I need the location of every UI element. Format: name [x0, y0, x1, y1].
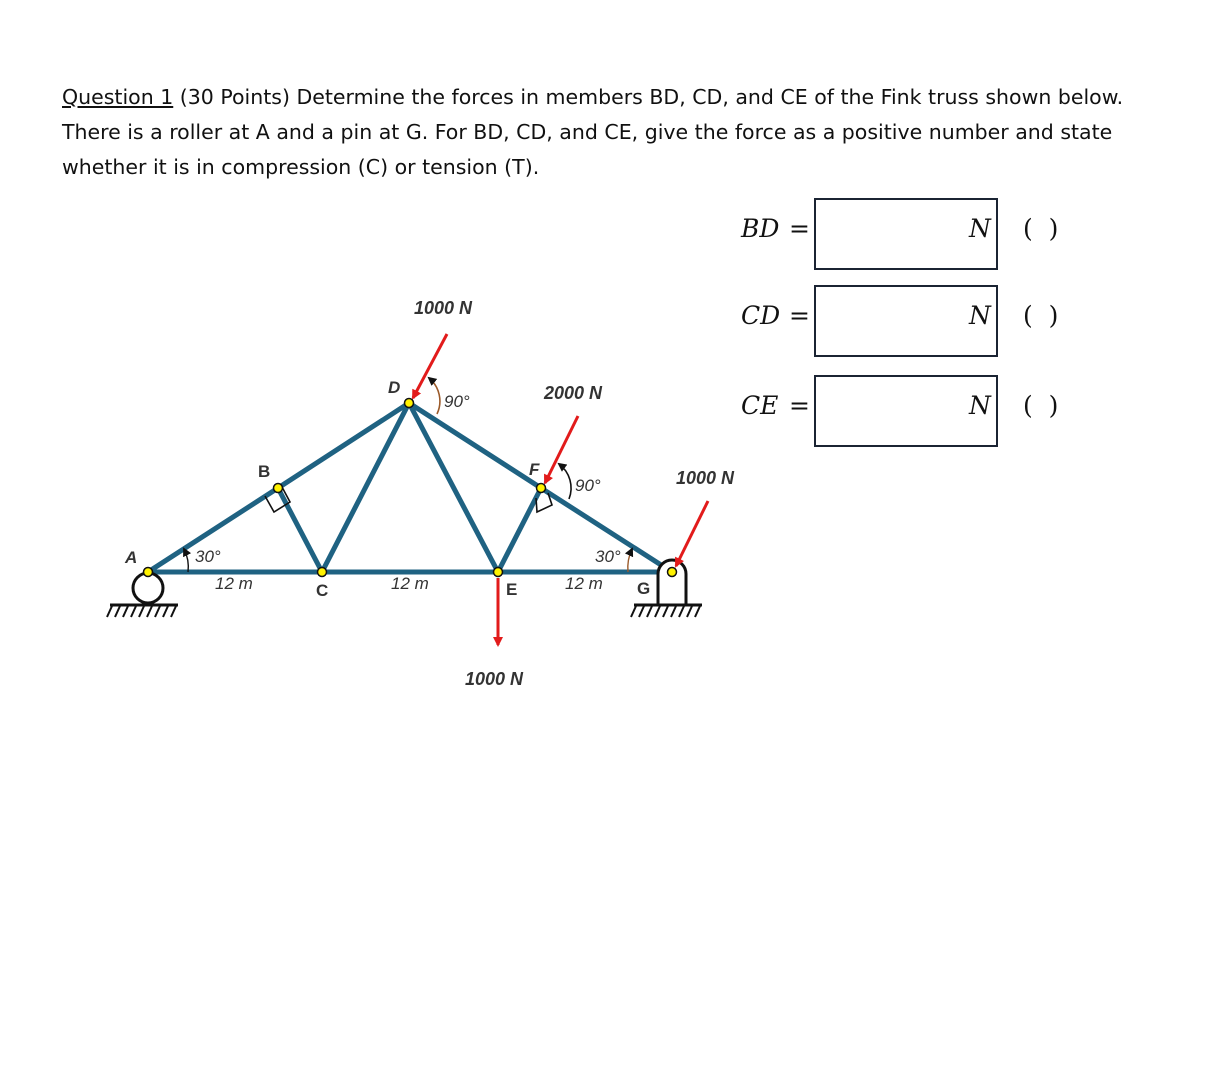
angle-arc-g — [628, 549, 632, 572]
node-label-b: B — [258, 462, 271, 481]
angle-arc-f — [559, 464, 571, 499]
span-label-ce: 12 m — [391, 574, 429, 593]
equals-sign: = — [789, 391, 810, 420]
angle-label-d: 90° — [444, 392, 470, 411]
unit-label: N — [969, 391, 991, 420]
angle-arc-d — [429, 378, 440, 414]
equals-sign: = — [789, 301, 810, 330]
node-f — [537, 484, 546, 493]
question-body: (30 Points) Determine the forces in members BD, CD, and CE of the Fink truss shown below. There is a roller at A and a pin at G. For BD, CD, and CE, give the force as a positive number and state whether it is in compression (C) or tension (T). — [62, 85, 1124, 179]
member-ef — [498, 488, 541, 572]
node-a — [144, 568, 153, 577]
angle-label-g: 30° — [595, 547, 621, 566]
angle-label-f: 90° — [575, 476, 601, 495]
node-label-a: A — [125, 548, 138, 567]
answer-label-ce: CE — [741, 391, 779, 420]
answer-label-cd: CD — [741, 301, 781, 330]
node-label-c: C — [316, 581, 329, 600]
answer-label-bd: BD — [741, 214, 780, 243]
load-label-g: 1000 N — [676, 468, 735, 488]
tension-compression-field-ce[interactable]: ( ) — [1023, 391, 1059, 420]
load-arrow-d — [413, 334, 447, 398]
angle-label-a: 30° — [195, 547, 221, 566]
node-label-e: E — [506, 580, 518, 599]
load-label-d: 1000 N — [414, 298, 473, 318]
node-label-d: D — [388, 378, 401, 397]
node-g — [668, 568, 677, 577]
span-label-eg: 12 m — [565, 574, 603, 593]
load-label-e: 1000 N — [465, 669, 524, 689]
tension-compression-field-bd[interactable]: ( ) — [1023, 214, 1059, 243]
load-arrow-g — [676, 501, 708, 566]
tension-compression-field-cd[interactable]: ( ) — [1023, 301, 1059, 330]
member-bc — [278, 488, 322, 572]
node-label-g: G — [637, 579, 651, 598]
unit-label: N — [969, 214, 991, 243]
span-label-ac: 12 m — [215, 574, 253, 593]
node-c — [318, 568, 327, 577]
node-d — [405, 399, 414, 408]
node-label-f: F — [529, 460, 540, 479]
roller-support-a — [107, 573, 178, 617]
unit-label: N — [969, 301, 991, 330]
member-de — [409, 403, 498, 572]
angle-arc-a — [184, 549, 188, 572]
node-b — [274, 484, 283, 493]
node-e — [494, 568, 503, 577]
equals-sign: = — [789, 214, 810, 243]
load-arrow-f — [545, 416, 578, 483]
question-title: Question 1 — [62, 85, 174, 109]
load-label-f: 2000 N — [544, 383, 603, 403]
